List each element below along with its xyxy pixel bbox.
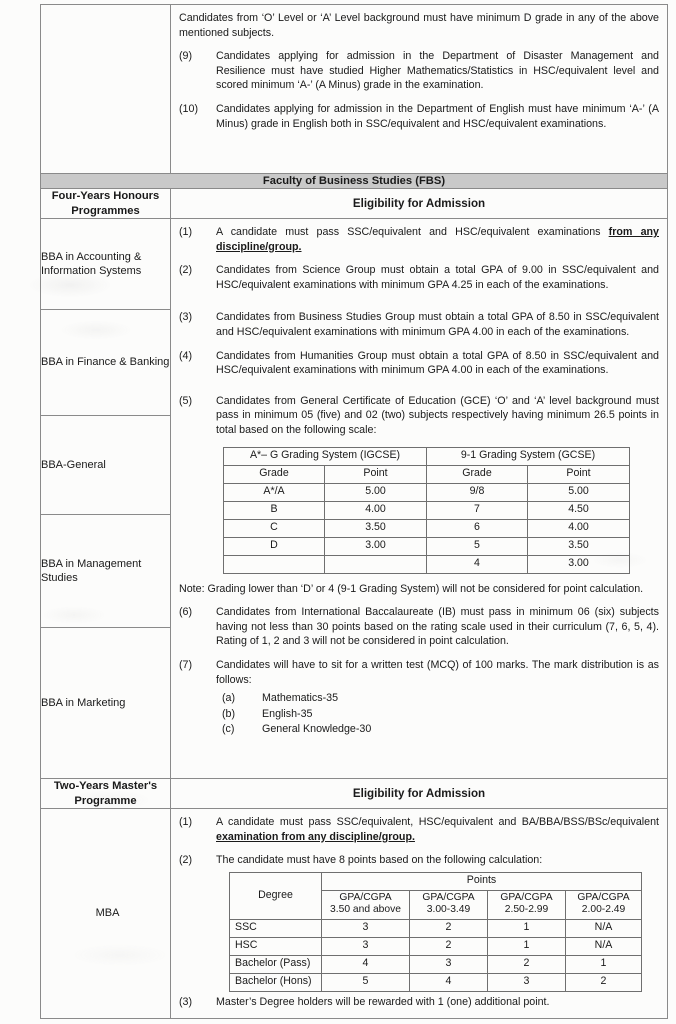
points-degree-cell: SSC: [230, 919, 322, 937]
honours-paragraph-4: [179, 349, 659, 378]
masters-eligibility-header: Eligibility for Admission: [171, 779, 668, 809]
empty-left-cell: [41, 5, 171, 174]
faculty-banner: Faculty of Business Studies (FBS): [41, 174, 668, 189]
grading-cell: [325, 555, 427, 573]
honours-paragraph-3-number: (3): [179, 311, 193, 324]
paragraph-9: [179, 49, 659, 93]
points-band-header-4: [566, 890, 642, 919]
grading-cell: 4: [427, 555, 528, 573]
grading-cell: 4.00: [325, 501, 427, 519]
mcq-item-text: General Knowledge-30: [262, 723, 372, 736]
points-group-header: Points: [322, 872, 642, 890]
grading-cell: 3.00: [325, 537, 427, 555]
grading-cell: B: [224, 501, 325, 519]
masters-paragraph-1-text: A candidate must pass SSC/equivalent, HSC/equivalent and BA/BBA/BSS/BSc/equivalent: [216, 816, 659, 828]
points-value-cell: 3: [410, 955, 488, 973]
masters-header-row: [41, 779, 668, 809]
grading-cell: 6: [427, 519, 528, 537]
honours-programmes-header: Four-Years Honours Programmes: [41, 189, 171, 219]
honours-header-row: [41, 189, 668, 219]
paragraph-10-number: (10): [179, 102, 199, 115]
grading-cell: [224, 555, 325, 573]
points-degree-cell: HSC: [230, 937, 322, 955]
band-label-line1: GPA/CGPA: [422, 891, 475, 903]
honours-paragraph-7-text: Candidates will have to sit for a written test (MCQ) of 100 marks. The mark distribution is as follows:: [216, 658, 659, 686]
honours-paragraph-3-text: Candidates from Business Studies Group must obtain a total GPA of 8.50 in SSC/equivalent and HSC/equivalent examinations with minimum GPA 4.00 in each of the examinations.: [216, 311, 659, 338]
points-degree-cell: Bachelor (Pass): [230, 955, 322, 973]
honours-eligibility-header: Eligibility for Admission: [171, 189, 668, 219]
masters-paragraph-1-number: (1): [179, 816, 193, 828]
honours-paragraph-2-number: (2): [179, 264, 193, 277]
programme-mba: MBA: [41, 809, 171, 1019]
grading-col-point-gcse: Point: [528, 465, 630, 483]
honours-paragraph-5-text: Candidates from General Certificate of Education (GCE) ‘O’ and ‘A’ level background must pass in minimum 05 (five) and 02 (two) subjects respectively having minimum 26.5 points in total based on the following scale:: [216, 394, 659, 436]
mcq-item-label: (c): [222, 723, 235, 736]
programme-bba-general: BBA-General: [41, 416, 171, 515]
programme-bba-marketing: BBA in Marketing: [41, 628, 171, 779]
grading-cell: 7: [427, 501, 528, 519]
grading-cell: A*/A: [224, 483, 325, 501]
points-value-cell: 2: [410, 937, 488, 955]
honours-paragraph-1-emphasis: from any discipline/group.: [216, 226, 659, 253]
points-band-header-2: [410, 890, 488, 919]
masters-eligibility-cell: [171, 809, 668, 1019]
points-value-cell: N/A: [566, 937, 642, 955]
mcq-item-text: English-35: [262, 707, 313, 720]
band-label-line2: 2.50-2.99: [504, 904, 549, 916]
table-row: [230, 955, 642, 973]
table-row: [230, 919, 642, 937]
mcq-distribution-list: [179, 691, 659, 738]
table-row: [224, 555, 630, 573]
paragraph-9-text: Candidates applying for admission in the Department of Disaster Management and Resilience must have studied Higher Mathematics/Statistics in HSC/equivalent level and scored minimum ‘A-’ (A Minus) grade in the examination.: [216, 50, 659, 92]
mba-points-table: [229, 872, 642, 992]
honours-paragraph-1-number: (1): [179, 226, 193, 238]
points-value-cell: 1: [566, 955, 642, 973]
list-item: [222, 707, 659, 723]
honours-paragraph-4-number: (4): [179, 349, 193, 362]
masters-paragraph-2-text: The candidate must have 8 points based on the following calculation:: [216, 854, 543, 867]
honours-paragraph-1-text: A candidate must pass SSC/equivalent and HSC/equivalent examinations: [216, 226, 609, 238]
grading-cell: 3.50: [528, 537, 630, 555]
grading-cell: 9/8: [427, 483, 528, 501]
table-row: [224, 483, 630, 501]
points-value-cell: 3: [488, 973, 566, 991]
grading-col-grade-gcse: Grade: [427, 465, 528, 483]
honours-paragraph-5: [179, 394, 659, 438]
points-degree-cell: Bachelor (Hons): [230, 973, 322, 991]
grading-cell: 4.50: [528, 501, 630, 519]
points-value-cell: 1: [488, 919, 566, 937]
grading-group-gcse: 9-1 Grading System (GCSE): [427, 447, 630, 465]
grading-col-point-igcse: Point: [325, 465, 427, 483]
masters-paragraph-2: [179, 853, 659, 868]
band-label-line2: 2.00-2.49: [581, 904, 626, 916]
honours-paragraph-2: [179, 263, 659, 292]
grading-cell: 4.00: [528, 519, 630, 537]
honours-paragraph-1: [179, 225, 659, 254]
grading-cell: 5.00: [325, 483, 427, 501]
paragraph-9-number: (9): [179, 50, 193, 63]
honours-paragraph-4-text: Candidates from Humanities Group must obtain a total GPA of 8.50 in SSC/equivalent and HSC/equivalent examinations with minimum GPA 4.00 in each of the examinations.: [216, 349, 659, 377]
honours-eligibility-cell: [171, 219, 668, 779]
honours-paragraph-2-text: Candidates from Science Group must obtain a total GPA of 9.00 in SSC/equivalent and HSC/equivalent examinations with minimum GPA 4.25 in each of the examinations.: [216, 264, 659, 291]
paragraph-10: [179, 102, 659, 131]
mcq-item-text: Mathematics-35: [262, 692, 339, 705]
points-value-cell: 4: [322, 955, 410, 973]
points-value-cell: 4: [410, 973, 488, 991]
grading-cell: 5: [427, 537, 528, 555]
list-item: [222, 691, 659, 707]
table-row: [230, 937, 642, 955]
table-row-mba: [41, 809, 668, 1019]
honours-paragraph-6: [179, 605, 659, 649]
band-label-line1: GPA/CGPA: [577, 891, 630, 903]
faculty-banner-row: [41, 174, 668, 189]
points-value-cell: N/A: [566, 919, 642, 937]
grading-cell: D: [224, 537, 325, 555]
honours-paragraph-5-number: (5): [179, 394, 193, 407]
points-band-header-1: [322, 890, 410, 919]
points-value-cell: 5: [322, 973, 410, 991]
table-row-continued-notes: [41, 5, 668, 174]
points-value-cell: 3: [322, 919, 410, 937]
grading-col-grade-igcse: Grade: [224, 465, 325, 483]
gce-grading-table: [223, 447, 630, 574]
programme-bba-management-studies: BBA in Management Studies: [41, 515, 171, 628]
grading-cell: 3.00: [528, 555, 630, 573]
grading-cell: 3.50: [325, 519, 427, 537]
table-row: [224, 537, 630, 555]
table-row-bba-ais: [41, 219, 668, 310]
masters-paragraph-2-number: (2): [179, 854, 193, 867]
honours-paragraph-6-number: (6): [179, 606, 193, 619]
masters-programme-header: Two-Years Master's Programme: [41, 779, 171, 809]
admission-criteria-table: [40, 4, 668, 1019]
document-body: [40, 4, 668, 1019]
mcq-item-label: (a): [222, 692, 236, 705]
paragraph-10-text: Candidates applying for admission in the Department of English must have minimum ‘A-’ (A Minus) grade in English both in SSC/equivalent and HSC/equivalent examinations.: [216, 102, 659, 130]
masters-paragraph-3: [179, 995, 659, 1010]
grading-note: Note: Grading lower than ‘D’ or 4 (9-1 Grading System) will not be considered for point calculation.: [179, 582, 644, 595]
masters-paragraph-3-text: Master’s Degree holders will be rewarded with 1 (one) additional point.: [216, 995, 550, 1008]
grading-cell: 5.00: [528, 483, 630, 501]
honours-paragraph-7: [179, 658, 659, 687]
band-label-line2: 3.00-3.49: [426, 904, 471, 916]
list-item: [222, 722, 659, 738]
points-header-row-1: [230, 872, 642, 890]
masters-paragraph-1-emphasis: examination from any discipline/group.: [216, 830, 415, 843]
masters-paragraph-1: [179, 815, 659, 844]
programme-bba-ais: BBA in Accounting & Information Systems: [41, 219, 171, 310]
continued-notes-cell: [171, 5, 668, 174]
honours-paragraph-3: [179, 310, 659, 339]
band-label-line1: GPA/CGPA: [339, 891, 392, 903]
table-row: [224, 501, 630, 519]
points-value-cell: 3: [322, 937, 410, 955]
points-value-cell: 2: [566, 973, 642, 991]
grading-group-header-row: [224, 447, 630, 465]
grading-cell: C: [224, 519, 325, 537]
grading-column-header-row: [224, 465, 630, 483]
table-row: [230, 973, 642, 991]
table-row: [224, 519, 630, 537]
band-label-line2: 3.50 and above: [330, 904, 401, 916]
points-band-header-3: [488, 890, 566, 919]
paragraph-o-level-note: Candidates from ‘O’ Level or ‘A’ Level background must have minimum D grade in any of the above mentioned subjects.: [179, 12, 659, 39]
honours-paragraph-7-number: (7): [179, 658, 193, 671]
points-degree-header: Degree: [230, 872, 322, 919]
points-value-cell: 2: [410, 919, 488, 937]
programme-bba-finance-banking: BBA in Finance & Banking: [41, 310, 171, 416]
mcq-item-label: (b): [222, 707, 236, 720]
points-value-cell: 2: [488, 955, 566, 973]
points-value-cell: 1: [488, 937, 566, 955]
honours-paragraph-6-text: Candidates from International Baccalaureate (IB) must pass in minimum 06 (six) subjects having not less than 30 points based on the rating scale used in their curriculum (7, 6, 5, 4). Rating of 1, 2 and 3 will not be considered in point calculation.: [216, 606, 659, 648]
masters-paragraph-3-number: (3): [179, 995, 193, 1008]
grading-group-igcse: A*– G Grading System (IGCSE): [224, 447, 427, 465]
band-label-line1: GPA/CGPA: [500, 891, 553, 903]
